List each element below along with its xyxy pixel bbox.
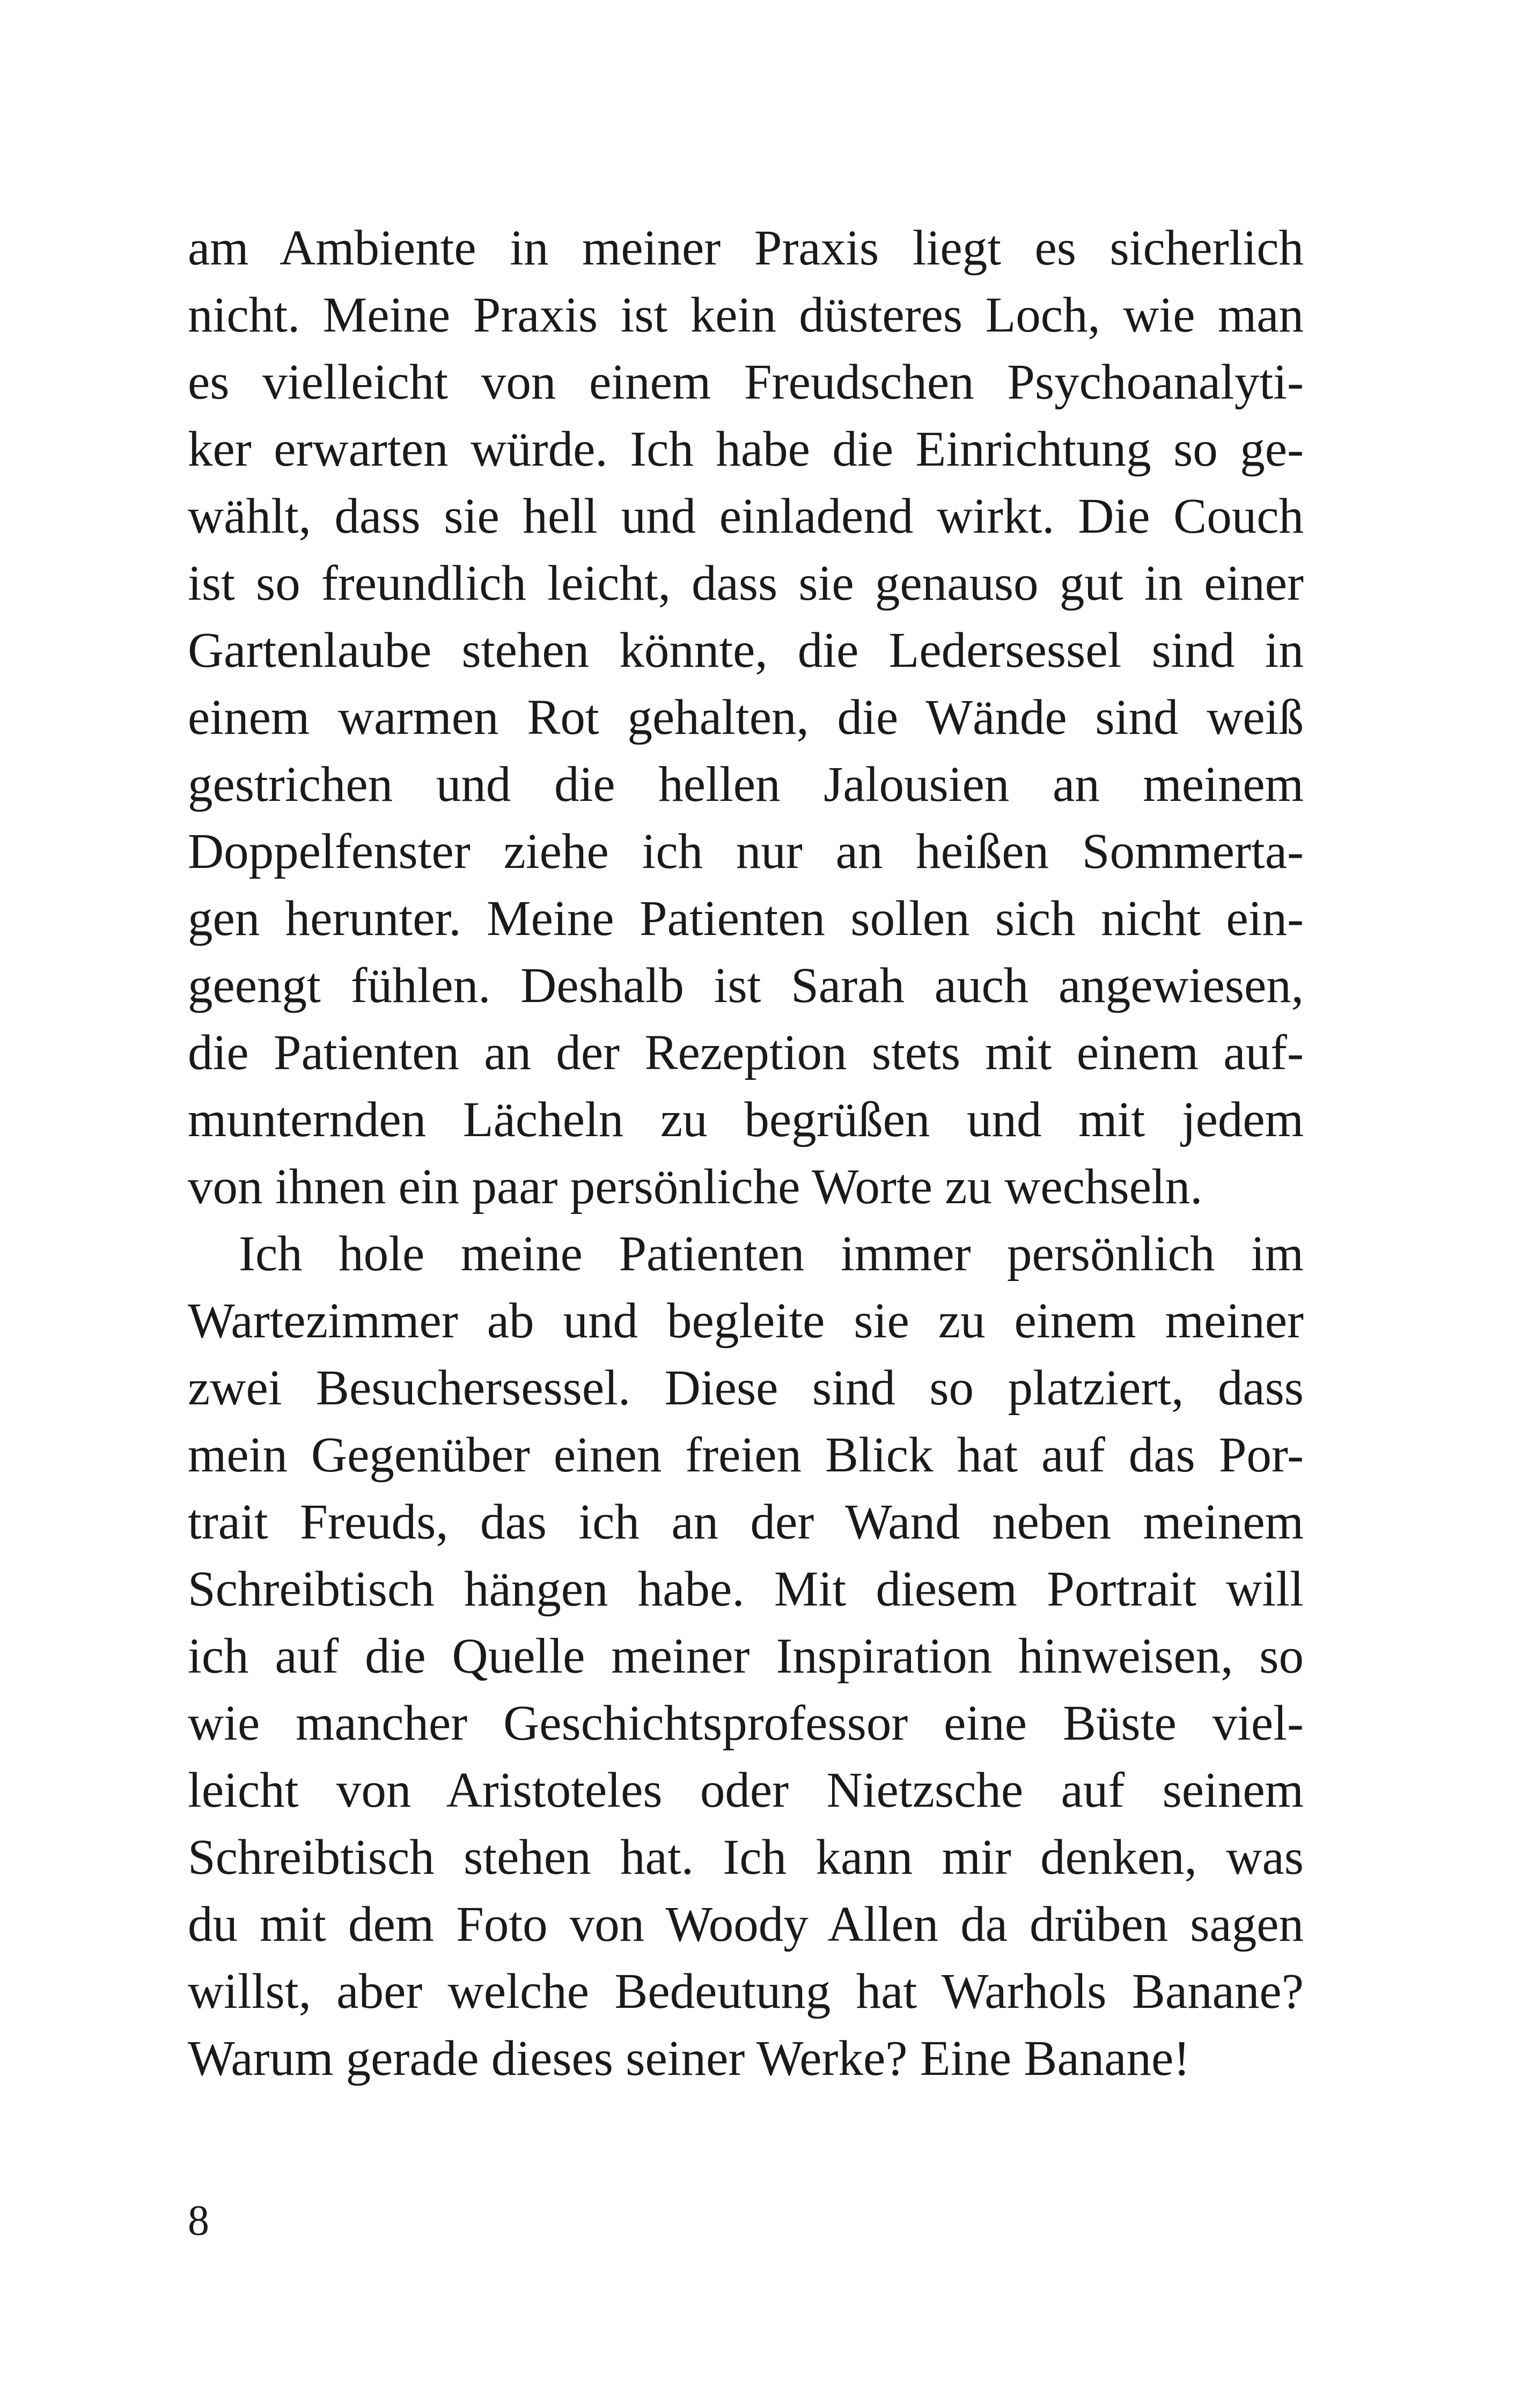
paragraph bbox=[188, 1220, 1304, 2092]
text-line: es vielleicht von einem Freudschen Psychoanalyti- bbox=[188, 355, 1304, 410]
text-line: einem warmen Rot gehalten, die Wände sind weiß bbox=[188, 690, 1304, 745]
text-line: willst, aber welche Bedeutung hat Warhols Banane? bbox=[188, 1964, 1304, 2019]
text-line: nicht. Meine Praxis ist kein düsteres Loch, wie man bbox=[188, 288, 1304, 343]
text-line: gen herunter. Meine Patienten sollen sich nicht ein- bbox=[188, 891, 1304, 946]
text-line: trait Freuds, das ich an der Wand neben meinem bbox=[188, 1494, 1304, 1550]
text-line: geengt fühlen. Deshalb ist Sarah auch angewiesen, bbox=[188, 958, 1304, 1013]
text-line: leicht von Aristoteles oder Nietzsche auf seinem bbox=[188, 1763, 1304, 1818]
text-line: Doppelfenster ziehe ich nur an heißen Sommerta- bbox=[188, 824, 1304, 879]
text-line: wählt, dass sie hell und einladend wirkt. Die Couch bbox=[188, 489, 1304, 544]
text-line: Gartenlaube stehen könnte, die Ledersessel sind in bbox=[188, 623, 1304, 678]
body-text bbox=[188, 215, 1304, 2092]
text-line: ker erwarten würde. Ich habe die Einrichtung so ge- bbox=[188, 422, 1304, 477]
text-line: gestrichen und die hellen Jalousien an meinem bbox=[188, 757, 1304, 812]
text-line: Ich hole meine Patienten immer persönlich im bbox=[239, 1226, 1304, 1282]
text-line: am Ambiente in meiner Praxis liegt es sicherlich bbox=[188, 220, 1304, 276]
text-line: Schreibtisch stehen hat. Ich kann mir denken, was bbox=[188, 1830, 1304, 1885]
page-number: 8 bbox=[188, 2197, 209, 2244]
text-line: du mit dem Foto von Woody Allen da drüben sagen bbox=[188, 1897, 1304, 1952]
text-line: wie mancher Geschichtsprofessor eine Büste viel- bbox=[188, 1696, 1304, 1751]
text-line: von ihnen ein paar persönliche Worte zu wechseln. bbox=[188, 1159, 1203, 1214]
text-line: munternden Lächeln zu begrüßen und mit jedem bbox=[188, 1092, 1304, 1147]
text-line: Schreibtisch hängen habe. Mit diesem Portrait will bbox=[188, 1562, 1304, 1617]
text-line: die Patienten an der Rezeption stets mit einem auf- bbox=[188, 1025, 1304, 1080]
text-line: ich auf die Quelle meiner Inspiration hinweisen, so bbox=[188, 1629, 1304, 1684]
text-line: Warum gerade dieses seiner Werke? Eine Banane! bbox=[188, 2031, 1191, 2086]
text-line: Wartezimmer ab und begleite sie zu einem meiner bbox=[188, 1293, 1304, 1349]
text-line: zwei Besuchersessel. Diese sind so platziert, dass bbox=[188, 1360, 1304, 1416]
text-line: ist so freundlich leicht, dass sie genauso gut in einer bbox=[188, 556, 1304, 611]
text-line: mein Gegenüber einen freien Blick hat auf das Por- bbox=[188, 1427, 1304, 1483]
paragraph bbox=[188, 215, 1304, 1220]
